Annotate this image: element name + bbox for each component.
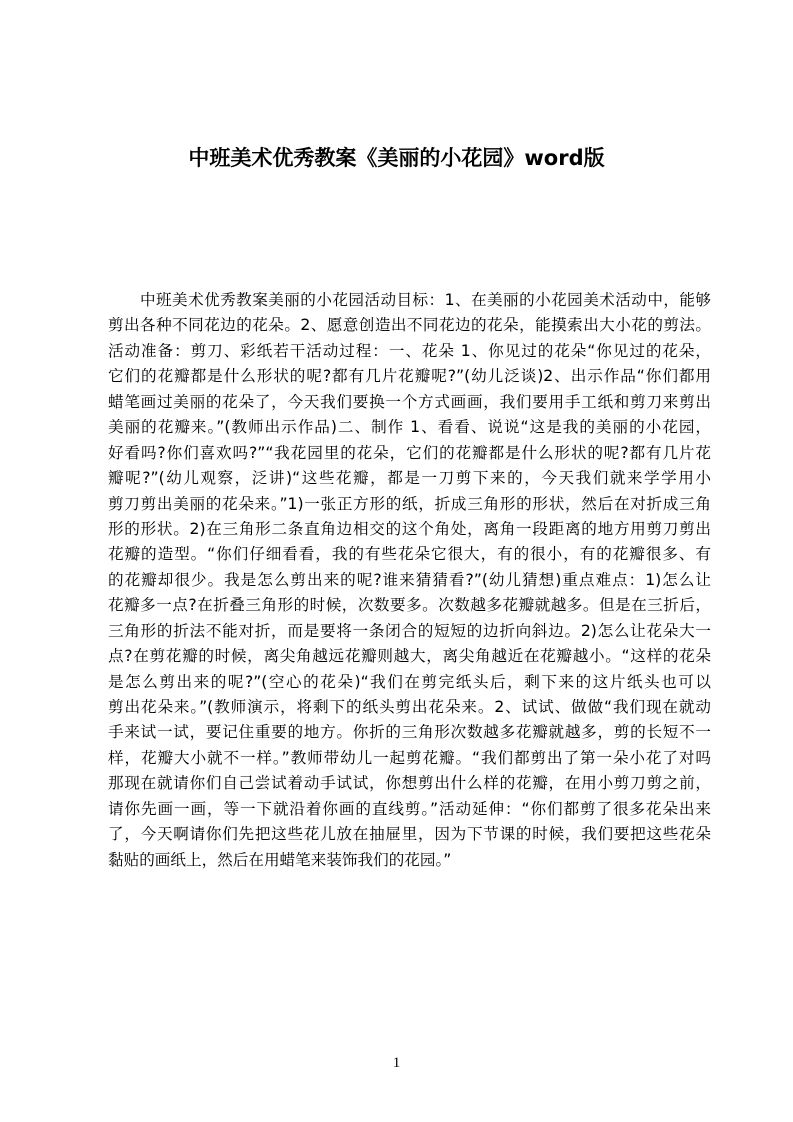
paragraph-line: 样，花瓣大小就不一样。”教师带幼儿一起剪花瓣。“我们都剪出了第一朵小花了对吗: [108, 748, 711, 767]
paragraph-line: 形的形状。2)在三角形二条直角边相交的这个角处，离角一段距离的地方用剪刀剪出: [108, 519, 711, 538]
paragraph-line: 花瓣多一点?在折叠三角形的时候，次数要多。次数越多花瓣就越多。但是在三折后，: [108, 596, 711, 615]
document-title: 中班美术优秀教案《美丽的小花园》word版: [188, 146, 605, 170]
paragraph-line: 剪刀剪出美丽的花朵来。”1)一张正方形的纸，折成三角形的形状，然后在对折成三角: [108, 494, 711, 513]
paragraph-line: 蜡笔画过美丽的花朵了，今天我们要换一个方式画画，我们要用手工纸和剪刀来剪出: [108, 392, 711, 411]
paragraph-line: 黏贴的画纸上，然后在用蜡笔来装饰我们的花园。”: [108, 850, 452, 869]
paragraph-line: 好看吗?你们喜欢吗?”“我花园里的花朵，它们的花瓣都是什么形状的呢?都有几片花: [108, 443, 711, 462]
page-number: 1: [392, 1055, 401, 1071]
document-body: [108, 288, 711, 873]
paragraph-line: 它们的花瓣都是什么形状的呢?都有几片花瓣呢?”(幼儿泛谈)2、出示作品“你们都用: [108, 367, 711, 386]
paragraph-line: 剪出花朵来。”(教师演示，将剩下的纸头剪出花朵来。2、试试、做做“我们现在就动: [108, 698, 711, 716]
paragraph-line: 的花瓣却很少。我是怎么剪出来的呢?谁来猜猜看?”(幼儿猜想)重点难点：1)怎么让: [108, 570, 711, 589]
paragraph-line: 剪出各种不同花边的花朵。2、愿意创造出不同花边的花朵，能摸索出大小花的剪法。: [108, 316, 711, 335]
paragraph-line: 请你先画一画，等一下就沿着你画的直线剪。”活动延伸：“你们都剪了很多花朵出来: [108, 799, 711, 818]
paragraph-line: 那现在就请你们自己尝试着动手试试，你想剪出什么样的花瓣，在用小剪刀剪之前，: [108, 774, 711, 793]
paragraph-line: 三角形的折法不能对折，而是要将一条闭合的短短的边折向斜边。2)怎么让花朵大一: [108, 621, 711, 640]
paragraph-line: 花瓣的造型。“你们仔细看看，我的有些花朵它很大，有的很小，有的花瓣很多、有: [108, 545, 711, 564]
paragraph-line: 瓣呢?”(幼儿观察，泛讲)“这些花瓣，都是一刀剪下来的，今天我们就来学学用小: [108, 469, 711, 488]
paragraph-line: 点?在剪花瓣的时候，离尖角越远花瓣则越大，离尖角越近在花瓣越小。“这样的花朵: [108, 647, 711, 666]
paragraph-line: 中班美术优秀教案美丽的小花园活动目标：1、在美丽的小花园美术活动中，能够: [140, 291, 711, 309]
paragraph-line: 了，今天啊请你们先把这些花儿放在抽屉里，因为下节课的时候，我们要把这些花朵: [108, 825, 711, 844]
paragraph-line: 是怎么剪出来的呢?”(空心的花朵)“我们在剪完纸头后，剩下来的这片纸头也可以: [108, 672, 711, 691]
paragraph-line: 活动准备：剪刀、彩纸若干活动过程：一、花朵 1、你见过的花朵“你见过的花朵，: [108, 341, 711, 360]
paragraph-line: 美丽的花瓣来。”(教师出示作品)二、制作 1、看看、说说“这是我的美丽的小花园，: [108, 418, 711, 437]
paragraph-line: 手来试一试，要记住重要的地方。你折的三角形次数越多花瓣就越多，剪的长短不一: [108, 723, 711, 742]
